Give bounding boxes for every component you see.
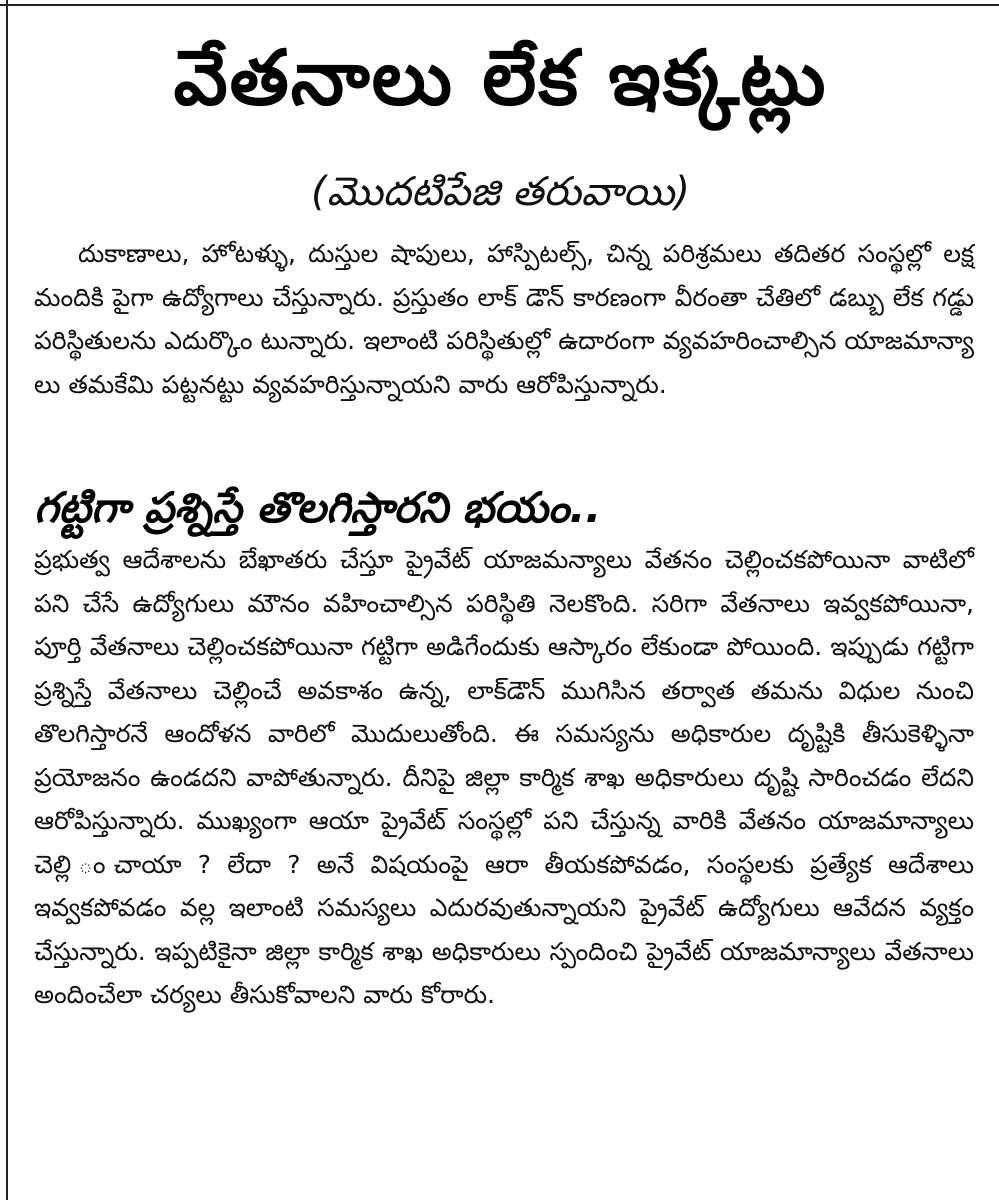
article-paragraph-1: దుకాణాలు, హోటళ్ళు, దుస్తుల షాపులు, హాస్పిటల్స్, చిన్న పరిశ్రమలు తదితర సంస్థల్లో లక్ష మందికి పైగా ఉద్యోగాలు చేస్తున్నారు. ప్రస్తుతం లాక్ డౌన్ కారణంగా వీరంతా చేతిలో డబ్బు లేక గడ్డు పరిస్థితులను ఎదుర్కొం టున్నారు. ఇలాంటి పరిస్థితుల్లో ఉదారంగా వ్యవహరించాల్సిన యాజమాన్యా లు తమకేమి పట్టనట్టు వ్యవహరిస్తున్నాయని వారు ఆరోపిస్తున్నారు. xyxy=(34,239,974,399)
article-headline: వేతనాలు లేక ఇక్కట్లు xyxy=(173,33,828,122)
article-paragraph-2: ప్రభుత్వ ఆదేశాలను బేఖాతరు చేస్తూ ప్రైవేట్ యాజమన్యాలు వేతనం చెల్లించకపోయినా వాటిలో పని చేసే ఉద్యోగులు మౌనం వహించాల్సిన పరిస్థితి నెలకొంది. సరిగా వేతనాలు ఇవ్వకపోయినా, పూర్తి వేతనాలు చెల్లించకపోయినా గట్టిగా అడిగేందుకు ఆస్కారం లేకుండా పోయింది. ఇప్పుడు గట్టిగా ప్రశ్నిస్తే వేతనాలు చెల్లించే అవకాశం ఉన్న, లాక్‌డౌన్ ముగిసిన తర్వాత తమను విధుల నుంచి తొలగిస్తారనే ఆందోళన వారిలో మొదులుతోంది. ఈ సమస్యను అధికారుల దృష్టికి తీసుకెళ్ళినా ప్రయోజనం ఉండదని వాపోతున్నారు. దీనిపై జిల్లా కార్మిక శాఖ అధికారులు దృష్టి సారించడం లేదని ఆరోపిస్తున్నారు. ముఖ్యంగా ఆయా ప్రైవేట్ సంస్థల్లో పని చేస్తున్న వారికి వేతనం యాజమాన్యాలు చెల్లి ంచాయా ? లేదా ? అనే విషయంపై ఆరా తీయకపోవడం, సంస్థలకు ప్రత్యేక ఆదేశాలు ఇవ్వకపోవడం వల్ల ఇలాంటి సమస్యలు ఎదురవుతున్నాయని ప్రైవేట్ ఉద్యోగులు ఆవేదన వ్యక్తం చేస్తున్నారు. ఇప్పటికైనా జిల్లా కార్మిక శాఖ అధికారులు స్పందించి ప్రైవేట్ యాజమాన్యాలు వేతనాలు అందించేలా చర్యలు తీసుకోవాలని వారు కోరారు. xyxy=(34,545,974,1009)
section-heading: గట్టిగా ప్రశ్నిస్తే తొలగిస్తారని భయం.. xyxy=(34,483,602,532)
article-continuation-note: (మొదటిపేజి తరువాయి) xyxy=(311,169,690,215)
left-border-rule xyxy=(6,0,8,1200)
top-border-rule xyxy=(0,4,999,6)
